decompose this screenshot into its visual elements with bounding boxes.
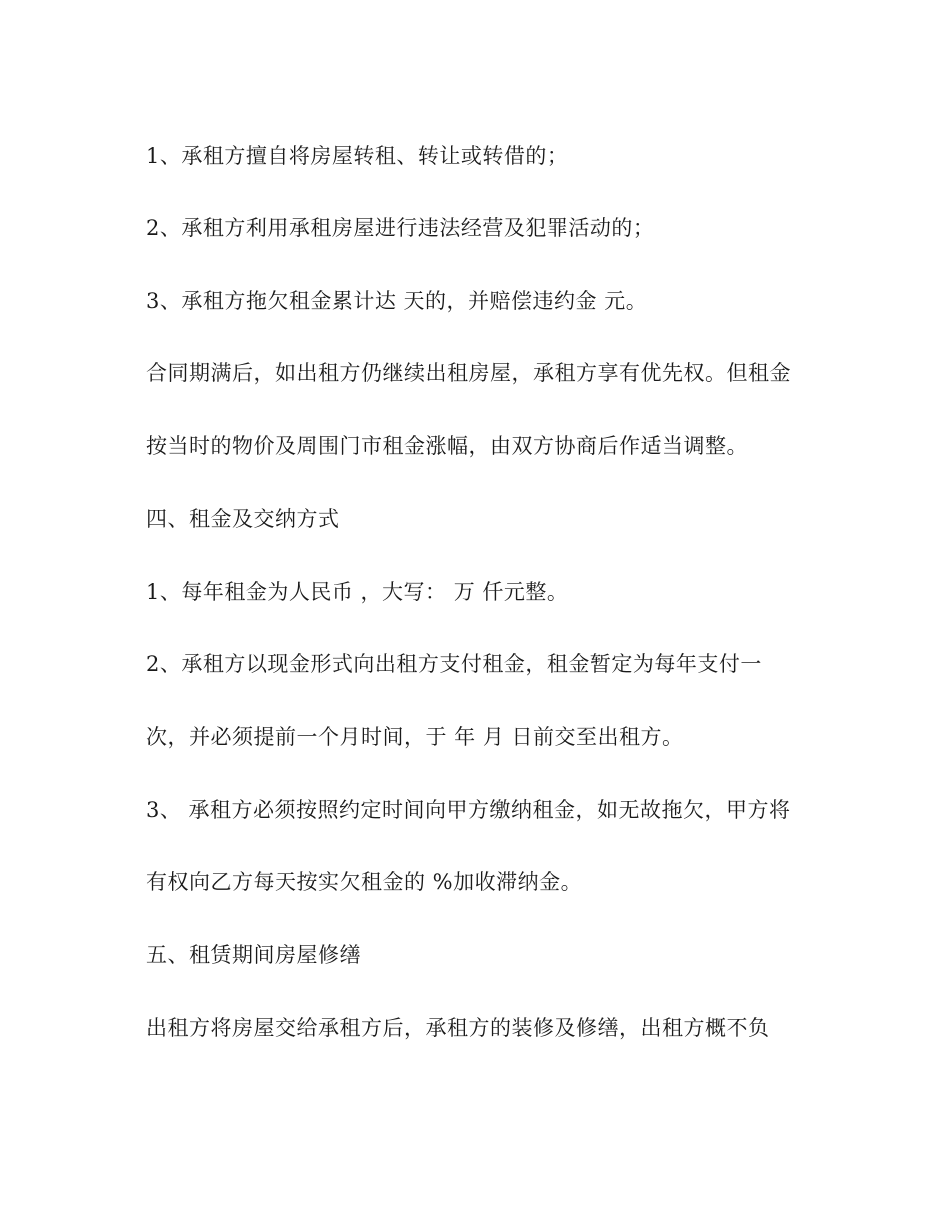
paragraph-repairs-line-1: 出租方将房屋交给承租方后，承租方的装修及修缮，出租方概不负 xyxy=(146,1016,770,1040)
section-heading-repairs: 五、租赁期间房屋修缮 xyxy=(146,943,361,967)
clause-payment-method-line-2: 次，并必须提前一个月时间，于 年 月 日前交至出租方。 xyxy=(146,725,684,749)
clause-rent-arrears: 3、承租方拖欠租金累计达 天的，并赔偿违约金 元。 xyxy=(146,289,648,313)
clause-late-fee-line-1: 3、 承租方必须按照约定时间向甲方缴纳租金，如无故拖欠，甲方将 xyxy=(146,798,791,822)
paragraph-renewal-line-2: 按当时的物价及周围门市租金涨幅，由双方协商后作适当调整。 xyxy=(146,434,748,458)
paragraph-renewal-line-1: 合同期满后，如出租方仍继续出租房屋，承租方享有优先权。但租金 xyxy=(146,361,791,385)
clause-payment-method-line-1: 2、承租方以现金形式向出租方支付租金，租金暂定为每年支付一 xyxy=(146,652,762,676)
clause-sublease: 1、承租方擅自将房屋转租、转让或转借的； xyxy=(146,144,569,168)
clause-illegal-use: 2、承租方利用承租房屋进行违法经营及犯罪活动的； xyxy=(146,216,655,240)
clause-late-fee-line-2: 有权向乙方每天按实欠租金的 %加收滞纳金。 xyxy=(146,870,583,894)
section-heading-rent-payment: 四、租金及交纳方式 xyxy=(146,507,340,531)
clause-annual-rent: 1、每年租金为人民币 ，大写： 万 仟元整。 xyxy=(146,580,569,604)
